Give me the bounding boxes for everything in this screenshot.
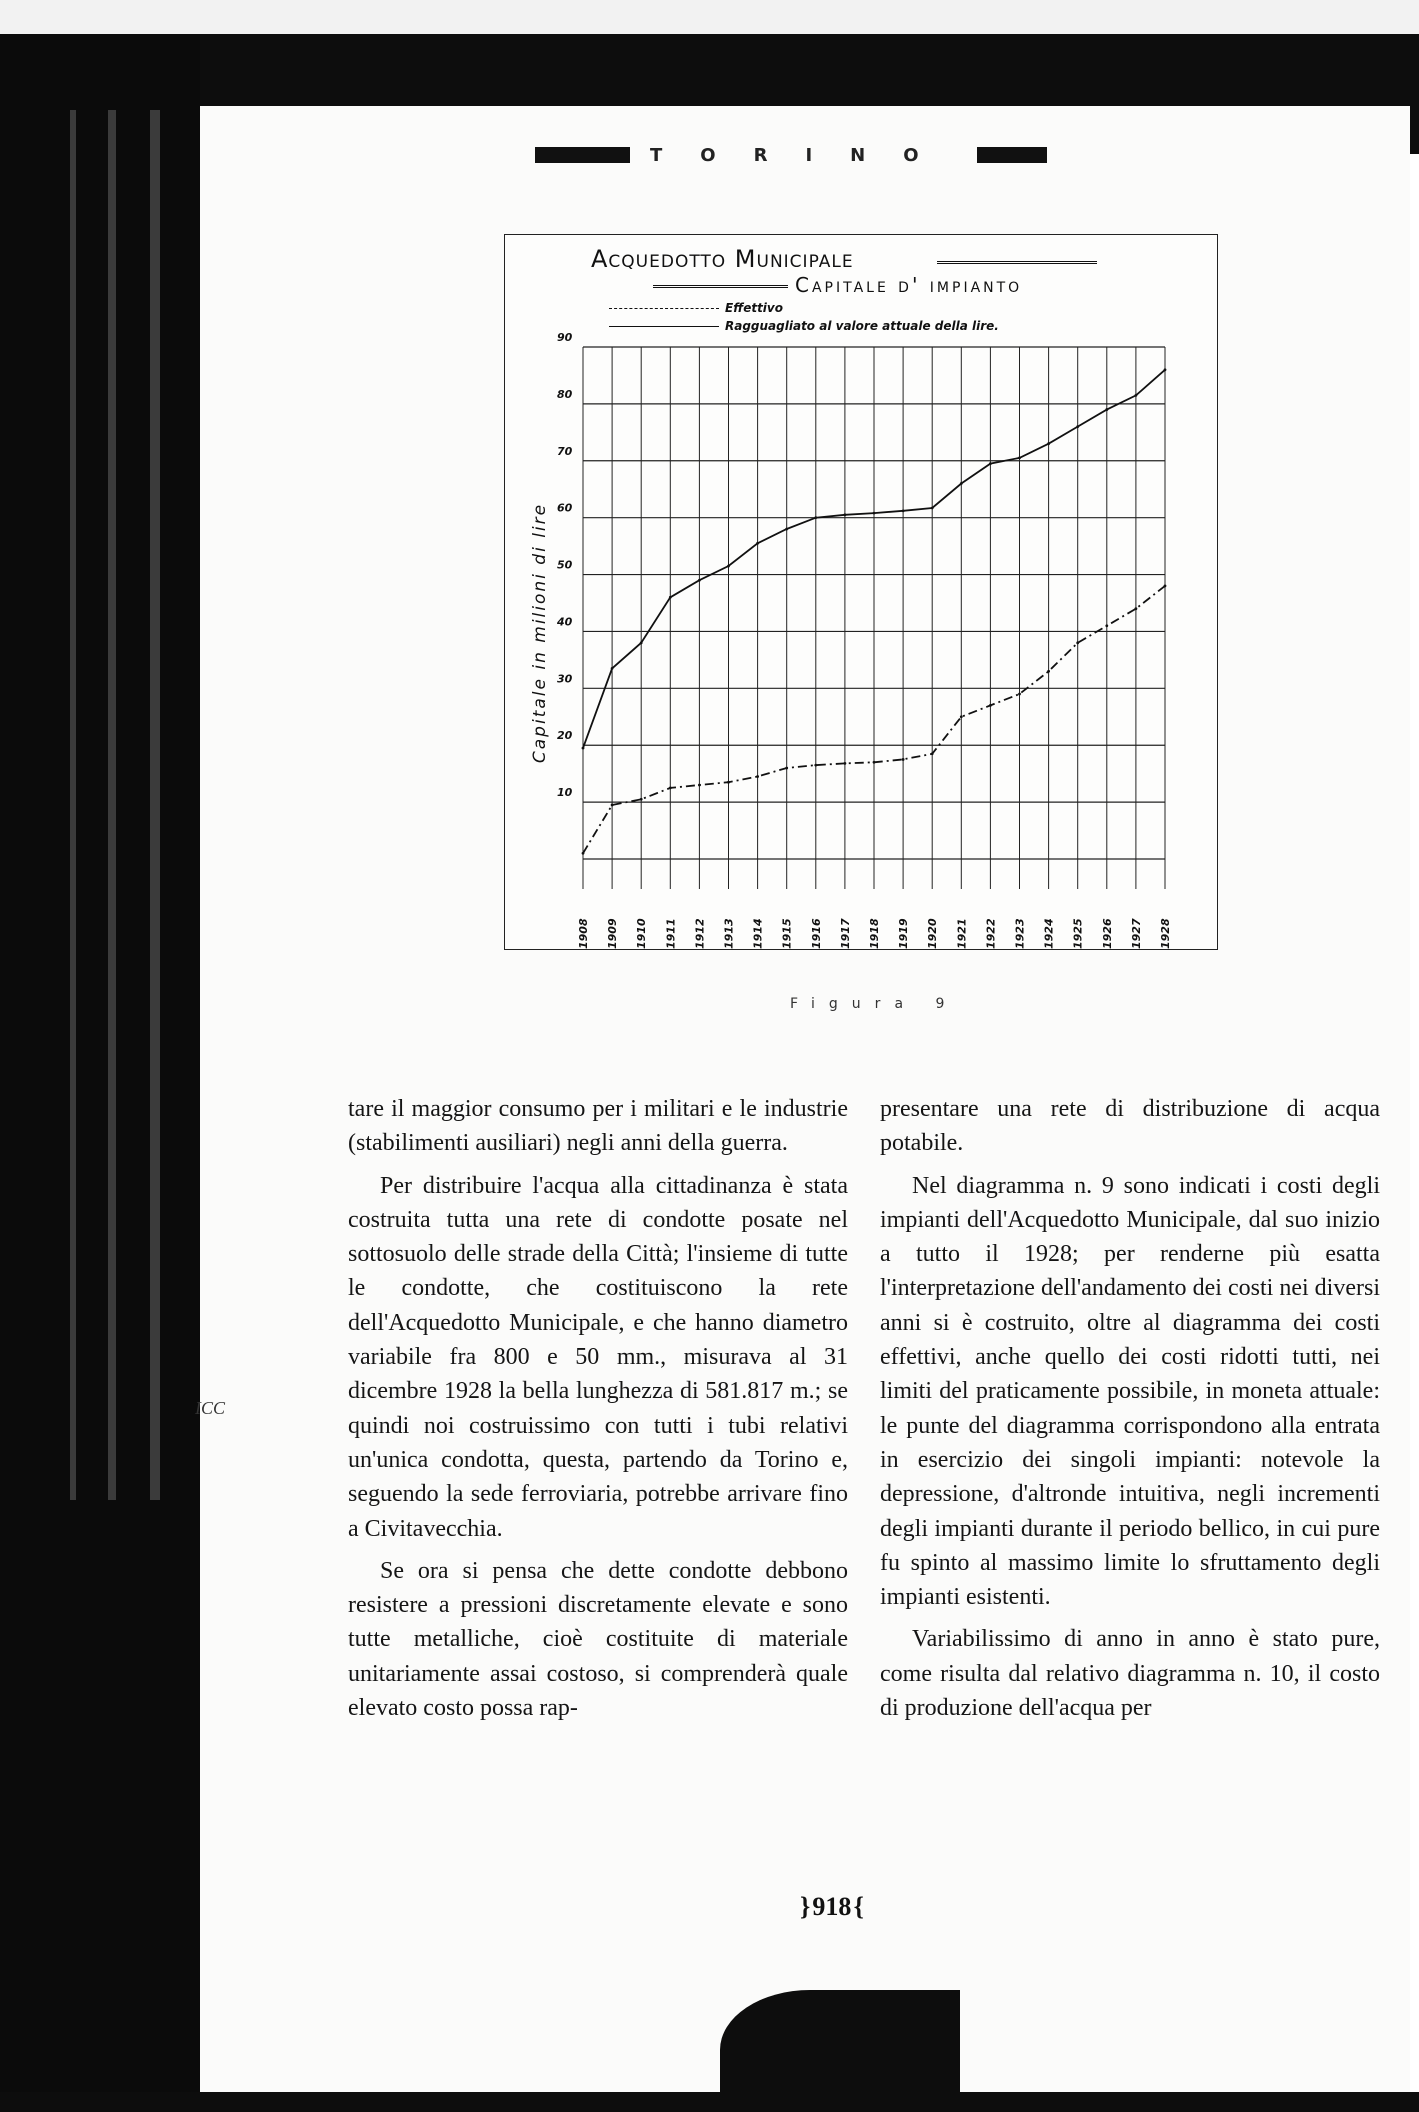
x-tick-label: 1912	[693, 918, 707, 949]
x-tick-label: 1915	[780, 918, 794, 949]
data-point-effettivo	[1018, 693, 1021, 696]
scan-left-stripe	[150, 110, 160, 1500]
data-point-ragguagliato	[989, 462, 992, 465]
data-point-effettivo	[611, 804, 614, 807]
x-tick-label: 1919	[897, 918, 911, 949]
x-tick-label: 1916	[809, 918, 823, 949]
scan-top-margin	[0, 0, 1419, 34]
data-point-ragguagliato	[844, 513, 847, 516]
scan-left-stripe	[108, 110, 116, 1500]
page-number-value: 918	[812, 1892, 852, 1921]
data-point-effettivo	[873, 761, 876, 764]
text-column-left	[348, 1092, 848, 1733]
paragraph: tare il maggior consumo per i militari e le industrie (stabilimenti ausiliari) negli anni della guerra.	[348, 1096, 848, 1157]
figure-9	[504, 234, 1218, 950]
x-tick-label: 1920	[926, 918, 940, 949]
scan-bottom-border	[0, 2092, 1419, 2112]
data-point-ragguagliato	[698, 579, 701, 582]
side-mark: ICC	[195, 1398, 226, 1418]
data-point-ragguagliato	[960, 482, 963, 485]
title-rule	[937, 261, 1097, 264]
data-point-ragguagliato	[640, 641, 643, 644]
data-point-ragguagliato	[814, 516, 817, 519]
data-point-effettivo	[785, 767, 788, 770]
running-head	[535, 142, 1185, 168]
paragraph: Variabilissimo di anno in anno è stato pure, come risulta dal relativo diagramma n. 10, il costo di produzione dell'acqua per	[880, 1626, 1380, 1722]
x-tick-label: 1925	[1071, 918, 1085, 949]
data-point-effettivo	[902, 758, 905, 761]
data-point-ragguagliato	[785, 528, 788, 531]
x-tick-label: 1923	[1013, 918, 1027, 949]
legend-swatch-solid	[609, 326, 719, 327]
data-point-effettivo	[989, 704, 992, 707]
x-tick-label: 1908	[577, 918, 590, 949]
data-point-ragguagliato	[669, 596, 672, 599]
x-tick-label: 1914	[751, 918, 765, 949]
paragraph: Nel diagramma n. 9 sono indicati i costi degli impianti dell'Acquedotto Municipale, dal suo inizio a tutto il 1928; per renderne più esatta l'interpretazione dell'andamento dei costi nei diversi anni si è costruito, oltre al diagramma dei costi effettivi, anche quello dei costi ridotti tutti, nei limiti del praticamente possibile, in moneta attuale: le punte del diagramma corrispondono alla entrata in esercizio dei singoli impianti: notevole la depressione, d'altronde intuitiva, negli incrementi degli impianti durante il periodo bellico, in cui pure fu spinto al massimo limite lo sfruttamento degli impianti esistenti.	[880, 1172, 1380, 1611]
data-point-ragguagliato	[1105, 408, 1108, 411]
data-point-ragguagliato	[931, 507, 934, 510]
y-tick-label: 60	[557, 501, 573, 515]
scan-left-border	[0, 34, 200, 2112]
running-head-ornament-left	[535, 147, 630, 163]
data-point-ragguagliato	[1164, 368, 1167, 371]
legend-label-ragguagliato: Ragguagliato al valore attuale della lire.	[725, 319, 999, 333]
scan-top-border	[10, 34, 1400, 106]
data-point-ragguagliato	[873, 512, 876, 515]
legend-label-effettivo: Effettivo	[725, 301, 783, 315]
data-point-effettivo	[844, 762, 847, 765]
legend-ragguagliato	[609, 319, 999, 333]
data-point-ragguagliato	[1076, 425, 1079, 428]
x-tick-label: 1921	[955, 918, 969, 949]
running-head-ornament-right	[977, 147, 1047, 163]
y-tick-label: 30	[557, 672, 573, 686]
data-point-effettivo	[698, 784, 701, 787]
data-point-ragguagliato	[756, 542, 759, 545]
subtitle-rule	[653, 285, 788, 288]
data-point-effettivo	[1076, 641, 1079, 644]
data-point-effettivo	[1135, 607, 1138, 610]
x-tick-label: 1917	[838, 918, 852, 949]
x-tick-label: 1909	[606, 918, 620, 949]
data-point-ragguagliato	[902, 509, 905, 512]
data-point-ragguagliato	[1047, 442, 1050, 445]
text-column-right	[880, 1092, 1380, 1733]
data-point-effettivo	[1164, 585, 1167, 588]
x-tick-label: 1924	[1042, 918, 1056, 949]
page-number-ornament-right: {	[851, 1892, 864, 1921]
legend-swatch-dashed	[609, 308, 719, 309]
data-point-effettivo	[1105, 624, 1108, 627]
y-tick-label: 50	[557, 558, 573, 572]
data-point-effettivo	[931, 752, 934, 755]
y-tick-label: 20	[557, 729, 573, 743]
y-axis-label: Capitale in milioni di lire	[530, 502, 550, 764]
y-tick-label: 40	[557, 615, 573, 629]
data-point-effettivo	[582, 852, 585, 855]
x-tick-label: 1927	[1129, 918, 1143, 949]
x-tick-label: 1928	[1159, 918, 1172, 949]
y-tick-label: 70	[557, 444, 573, 458]
y-tick-label: 90	[557, 331, 573, 344]
x-tick-label: 1918	[868, 918, 881, 949]
y-tick-label: 80	[557, 387, 573, 401]
paragraph: presentare una rete di distribuzione di acqua potabile.	[880, 1096, 1380, 1157]
data-point-ragguagliato	[611, 667, 614, 670]
legend-effettivo	[609, 301, 783, 315]
x-tick-label: 1926	[1100, 918, 1114, 949]
x-tick-label: 1913	[722, 918, 736, 949]
paragraph: Per distribuire l'acqua alla cittadinanza è stata costruita tutta una rete di condotte posate nel sottosuolo delle strade della Città; l'insieme di tutte le condotte, che costituiscono la rete dell'Acquedotto Municipale, e che hanno diametro variabile fra 800 e 50 mm., misurava al 31 dicembre 1928 la bella lunghezza di 581.817 m.; se quindi noi costruissimo con tutti i tubi relativi un'unica condotta, questa, partendo da Torino e, seguendo la sede ferroviaria, potrebbe arrivare fino a Civitavecchia.	[348, 1172, 848, 1542]
data-point-effettivo	[814, 764, 817, 767]
data-point-effettivo	[960, 715, 963, 718]
data-point-ragguagliato	[582, 747, 585, 750]
x-tick-label: 1910	[635, 918, 649, 949]
scan-bottom-blot	[720, 1990, 960, 2092]
running-head-text: TORINO	[650, 144, 957, 166]
data-point-effettivo	[669, 786, 672, 789]
y-tick-label: 10	[557, 786, 573, 800]
scan-left-stripe	[70, 110, 76, 1500]
data-point-ragguagliato	[727, 565, 730, 568]
data-point-effettivo	[756, 775, 759, 778]
figure-caption: Figura 9	[790, 996, 959, 1012]
x-tick-label: 1922	[984, 918, 998, 949]
data-point-effettivo	[640, 798, 643, 801]
paragraph: Se ora si pensa che dette condotte debbono resistere a pressioni discretamente elevate e sono tutte metalliche, cioè costituite di materiale unitariamente assai costoso, si comprenderà quale elevato costo possa rap-	[348, 1557, 848, 1722]
data-point-ragguagliato	[1018, 457, 1021, 460]
page-number	[800, 1892, 864, 1922]
x-tick-label: 1911	[664, 918, 678, 949]
chart-title: Acquedotto Municipale	[591, 245, 854, 273]
data-point-effettivo	[727, 781, 730, 784]
data-point-effettivo	[1047, 670, 1050, 673]
chart-subtitle: Capitale d' impianto	[795, 273, 1023, 297]
capital-chart	[505, 235, 1217, 949]
data-point-ragguagliato	[1135, 394, 1138, 397]
page-number-ornament-left: }	[800, 1892, 813, 1921]
